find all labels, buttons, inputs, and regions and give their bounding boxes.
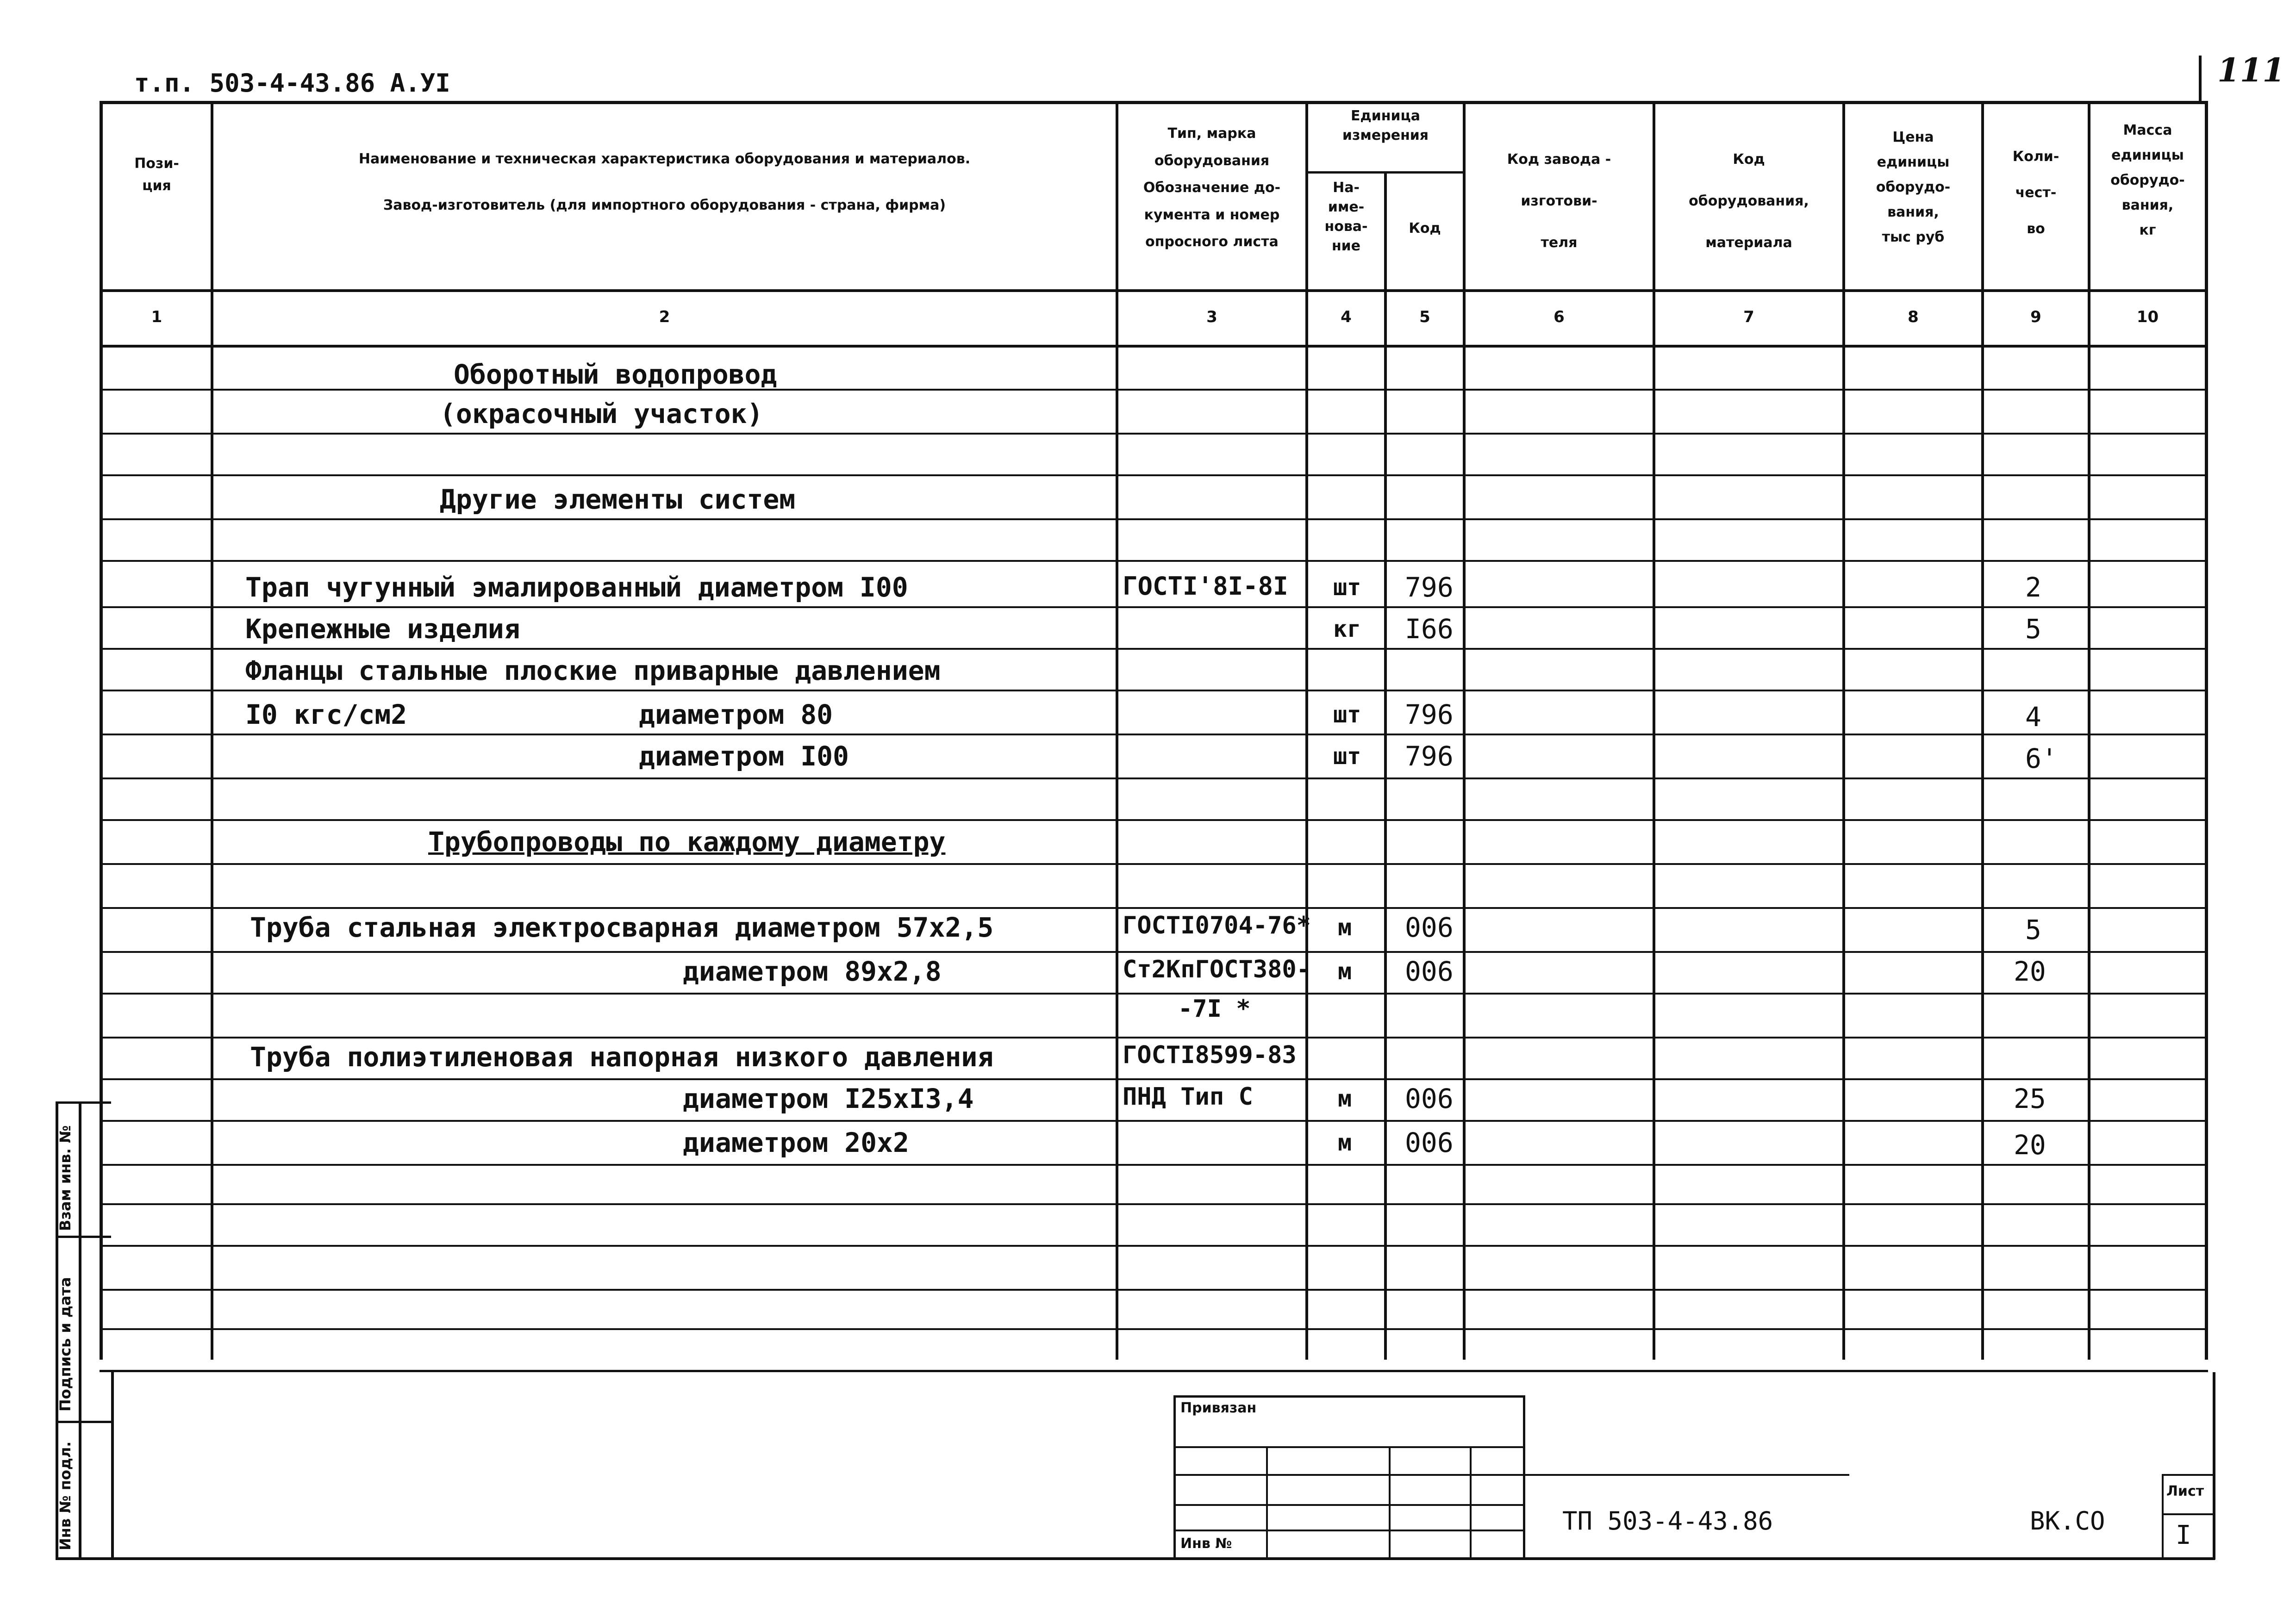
row-name: Фланцы стальные плоские приварные давлением: [245, 655, 941, 686]
row-code: 006: [1405, 912, 1454, 943]
row-unit: шт: [1333, 701, 1361, 728]
row-unit: шт: [1333, 743, 1361, 770]
col-header-unit: Единица измерения: [1342, 108, 1429, 143]
title-block-mark: ВК.СО: [2030, 1506, 2105, 1536]
row-type: ГОСТI'8I-8I: [1123, 572, 1288, 601]
row-unit: м: [1338, 958, 1352, 985]
row-qty: 5: [2025, 914, 2041, 945]
col-header-type: Тип, марка оборудования Обозначение до- кумента и номер опросного листа: [1143, 125, 1281, 250]
col-number-3: 3: [1206, 308, 1217, 326]
title-block-inv: Инв №: [1180, 1536, 1232, 1552]
col-header-unit-name: На- име- нова- ние: [1324, 180, 1368, 254]
col-number-2: 2: [659, 308, 670, 326]
row-name-diameter: диаметром 80: [639, 699, 833, 730]
row-name: диаметром 89х2,8: [683, 956, 942, 987]
row-type: ГОСТI0704-76*: [1123, 912, 1311, 939]
row-unit: шт: [1333, 574, 1361, 601]
row-type: -7I *: [1178, 995, 1251, 1023]
row-type: Ст2КпГОСТ380-: [1123, 956, 1311, 983]
row-code: 006: [1405, 1083, 1454, 1114]
row-qty: 20: [2014, 956, 2046, 987]
row-qty: 2: [2025, 572, 2041, 603]
col-number-9: 9: [2030, 308, 2041, 326]
row-qty: 5: [2025, 613, 2041, 645]
section-title: Оборотный водопровод: [454, 359, 777, 390]
row-qty: 20: [2014, 1129, 2046, 1161]
col-header-name-line2: Завод-изготовитель (для импортного оборудования - страна, фирма): [383, 197, 946, 213]
row-qty: 25: [2014, 1083, 2046, 1114]
side-stamp-replacement-inv: Взам инв. №: [56, 1125, 74, 1231]
row-code: I66: [1405, 613, 1454, 645]
col-header-name-line1: Наименование и техническая характеристика оборудования и материалов.: [358, 151, 971, 167]
col-header-mass: Масса единицы оборудо- вания, кг: [2110, 122, 2185, 238]
title-block-attached: Привязан: [1180, 1400, 1257, 1416]
col-header-price: Цена единицы оборудо- вания, тыс руб: [1876, 129, 1951, 245]
row-unit: кг: [1333, 616, 1361, 642]
row-code: 796: [1405, 699, 1454, 730]
row-code: 796: [1405, 740, 1454, 772]
row-code: 796: [1405, 572, 1454, 603]
side-stamp-inv-original: Инв № подл.: [56, 1441, 74, 1550]
title-block-document: ТП 503-4-43.86: [1562, 1506, 1773, 1536]
title-block-sheet-label: Лист: [2166, 1483, 2204, 1499]
row-name: Труба стальная электросварная диаметром 57х2,5: [250, 912, 994, 943]
row-code: 006: [1405, 1127, 1454, 1158]
col-header-plant-code: Код завода - изготови- теля: [1507, 151, 1611, 251]
row-qty: 4: [2025, 701, 2041, 733]
col-number-7: 7: [1743, 308, 1754, 326]
row-unit: м: [1338, 1085, 1352, 1112]
row-name: Труба полиэтиленовая напорная низкого давления: [250, 1041, 994, 1073]
page-number: 111: [2217, 51, 2285, 89]
row-code: 006: [1405, 956, 1454, 987]
col-number-4: 4: [1341, 308, 1352, 326]
page-number-mark: [2199, 56, 2202, 102]
row-name: диаметром I25хI3,4: [683, 1083, 974, 1114]
row-name: I0 кгс/см2: [245, 699, 407, 730]
col-header-position: Пози- ция: [134, 155, 179, 194]
col-header-quantity: Коли- чест- во: [2012, 149, 2059, 237]
row-unit: м: [1338, 1129, 1352, 1156]
section-subtitle: (окрасочный участок): [440, 398, 763, 429]
row-unit: м: [1338, 914, 1352, 941]
col-number-10: 10: [2136, 308, 2159, 326]
row-name: диаметром I00: [639, 740, 849, 772]
col-header-unit-code: Код: [1409, 220, 1441, 236]
document-code: т.п. 503-4-43.86 А.УI: [134, 68, 450, 98]
row-type: ПНД Тип С: [1123, 1083, 1253, 1111]
row-type: ГОСТI8599-83: [1123, 1041, 1297, 1069]
col-number-8: 8: [1908, 308, 1919, 326]
side-stamp-signature-date: Подпись и дата: [56, 1277, 74, 1412]
row-name: Трап чугунный эмалированный диаметром I00: [245, 572, 908, 603]
group-title: Трубопроводы по каждому диаметру: [428, 826, 946, 858]
title-block-sheet-number: I: [2176, 1520, 2191, 1550]
col-header-equipment-code: Код оборудования, материала: [1689, 151, 1809, 251]
row-name: Крепежные изделия: [245, 613, 520, 645]
row-qty: 6': [2025, 743, 2058, 774]
col-number-6: 6: [1554, 308, 1565, 326]
group-title: Другие элементы систем: [440, 484, 796, 515]
col-number-5: 5: [1419, 308, 1430, 326]
row-name: диаметром 20х2: [683, 1127, 909, 1158]
col-number-1: 1: [151, 308, 162, 326]
